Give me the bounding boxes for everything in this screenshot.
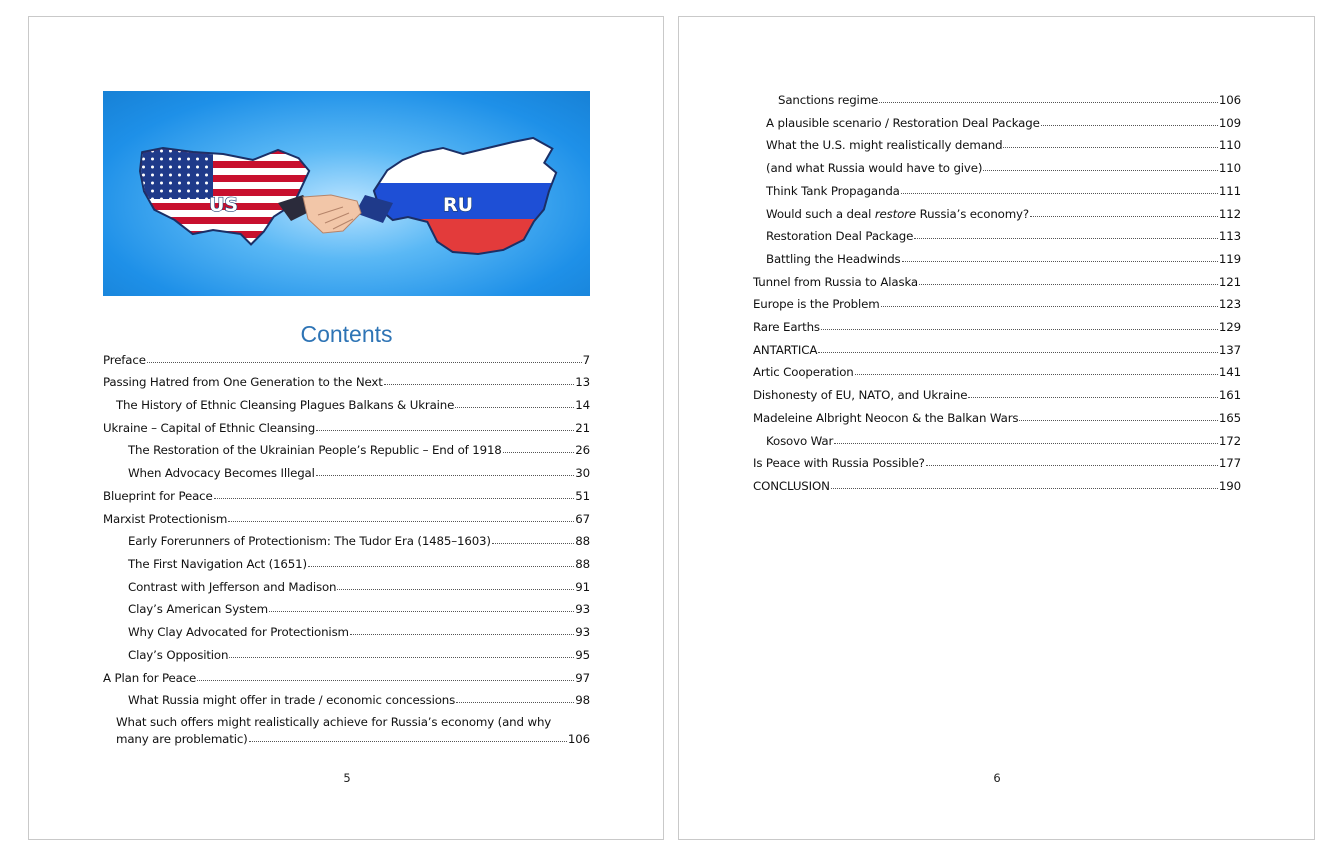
toc-page-number: 172 [1218,434,1241,448]
toc-entry-text: Restoration Deal Package [766,229,914,243]
toc-page-number: 113 [1218,229,1241,243]
banner-illustration [103,91,590,296]
leader-dots [1041,114,1218,126]
us-label: US [209,194,239,216]
toc-page-number: 97 [575,671,590,685]
toc-entry-text: Artic Cooperation [753,365,854,379]
toc-entry[interactable] [128,533,590,550]
toc-entry-text: Sanctions regime [778,93,879,107]
toc-entry[interactable] [116,397,590,414]
leader-dots [919,273,1218,285]
toc-page-number: 137 [1218,343,1241,357]
leader-dots [384,373,575,385]
toc-entry-text: Clay’s Opposition [128,648,229,662]
toc-page-number: 95 [575,648,590,662]
toc-entry-text: What such offers might realistically achieve for Russia’s economy (and why [116,715,552,729]
toc-page-number: 30 [575,466,590,480]
toc-page-number: 123 [1218,297,1241,311]
toc-entry[interactable] [766,228,1241,245]
toc-entry[interactable] [753,478,1241,495]
toc-entry-text: Battling the Headwinds [766,252,901,266]
toc-entry-text: (and what Russia would have to give) [766,161,983,175]
leader-dots [249,730,567,742]
toc-entry[interactable] [753,319,1241,336]
toc-page-number: 121 [1218,275,1241,289]
toc-page-number: 51 [575,489,590,503]
toc-entry-text: Would such a deal restore Russia’s economy? [766,207,1029,221]
toc-entry[interactable] [103,511,590,528]
toc-entry-wrapped[interactable] [116,714,590,748]
toc-entry-text: The History of Ethnic Cleansing Plagues Balkans & Ukraine [116,398,455,412]
toc-entry-text: A Plan for Peace [103,671,197,685]
toc-entry-text: The Restoration of the Ukrainian People’s Republic – End of 1918 [128,443,502,457]
toc-page-number: 119 [1218,252,1241,266]
toc-entry[interactable] [128,601,590,618]
toc-entry-text: many are problematic) [116,732,248,746]
toc-page-number: 177 [1218,456,1241,470]
toc-entry[interactable] [128,647,590,664]
toc-entry-text: Tunnel from Russia to Alaska [753,275,918,289]
toc-entry[interactable] [778,92,1241,109]
toc-page-number: 106 [567,732,590,746]
leader-dots [1019,409,1218,421]
leader-dots [492,532,574,544]
leader-dots [337,578,574,590]
toc-entry[interactable] [128,692,590,709]
toc-entry[interactable] [753,296,1241,313]
toc-entry[interactable] [103,374,590,391]
toc-entry[interactable] [753,364,1241,381]
toc-entry[interactable] [128,442,590,459]
toc-page-number: 110 [1218,161,1241,175]
leader-dots [147,351,582,363]
toc-page-number: 88 [575,557,590,571]
toc-page-number: 67 [575,512,590,526]
leader-dots [914,227,1218,239]
leader-dots [269,600,574,612]
leader-dots [983,159,1218,171]
leader-dots [902,250,1218,262]
toc-entry-text: Rare Earths [753,320,820,334]
toc-entry[interactable] [766,206,1241,223]
leader-dots [881,295,1218,307]
leader-dots [831,477,1218,489]
toc-page-number: 129 [1218,320,1241,334]
toc-entry[interactable] [766,183,1241,200]
toc-entry-text: Marxist Protectionism [103,512,228,526]
toc-entry[interactable] [753,410,1241,427]
leader-dots [214,487,575,499]
toc-entry[interactable] [766,433,1241,450]
toc-entry[interactable] [128,624,590,641]
toc-page-number: 7 [582,353,590,367]
leader-dots [308,555,574,567]
document-page-5 [28,16,664,840]
toc-entry-text: Is Peace with Russia Possible? [753,456,925,470]
toc-page-number: 141 [1218,365,1241,379]
toc-entry[interactable] [103,420,590,437]
toc-entry-text: Preface [103,353,146,367]
toc-page-number: 14 [575,398,590,412]
toc-entry[interactable] [753,455,1241,472]
toc-entry-text: Madeleine Albright Neocon & the Balkan Wars [753,411,1019,425]
toc-entry-text: Dishonesty of EU, NATO, and Ukraine [753,388,968,402]
leader-dots [1003,136,1217,148]
leader-dots [1030,205,1218,217]
toc-page-number: 13 [575,375,590,389]
toc-entry-line2 [116,731,590,748]
leader-dots [855,363,1218,375]
toc-page-number: 109 [1218,116,1241,130]
toc-entry[interactable] [753,387,1241,404]
leader-dots [197,669,574,681]
toc-entry-text: What Russia might offer in trade / economic concessions [128,693,456,707]
toc-page-number: 21 [575,421,590,435]
toc-entry-text: The First Navigation Act (1651) [128,557,307,571]
toc-entry-text: A plausible scenario / Restoration Deal Package [766,116,1040,130]
toc-page-number: 112 [1218,207,1241,221]
toc-entry[interactable] [103,488,590,505]
leader-dots [316,464,575,476]
toc-entry-text: Blueprint for Peace [103,489,213,503]
us-russia-handshake-banner [103,91,590,296]
toc-entry-text: Contrast with Jefferson and Madison [128,580,337,594]
leader-dots [818,341,1218,353]
toc-page-number: 190 [1218,479,1241,493]
leader-dots [901,182,1218,194]
toc-entry-text: Why Clay Advocated for Protectionism [128,625,349,639]
toc-page-number: 88 [575,534,590,548]
leader-dots [968,386,1218,398]
toc-entry-text: What the U.S. might realistically demand [766,138,1003,152]
toc-entry-line1 [116,714,590,731]
leader-dots [229,646,574,658]
page-number: 5 [343,771,351,785]
toc-entry-text: Clay’s American System [128,602,268,616]
toc-page-number: 93 [575,625,590,639]
toc-page-number: 111 [1218,184,1241,198]
ru-label: RU [443,194,474,216]
toc-entry-text: Kosovo War [766,434,834,448]
toc-entry[interactable] [128,556,590,573]
toc-entry[interactable] [766,251,1241,268]
toc-entry[interactable] [103,352,590,369]
toc-entry[interactable] [128,579,590,596]
leader-dots [821,318,1218,330]
leader-dots [455,396,574,408]
toc-entry-text: Think Tank Propaganda [766,184,900,198]
toc-page-number: 93 [575,602,590,616]
leader-dots [228,510,574,522]
leader-dots [456,691,574,703]
toc-entry[interactable] [128,465,590,482]
toc-page-number: 91 [575,580,590,594]
toc-entry-text: Passing Hatred from One Generation to the Next [103,375,383,389]
leader-dots [503,441,575,453]
toc-entry-text: CONCLUSION [753,479,830,493]
contents-title: Contents [300,321,393,347]
toc-entry-text: Ukraine – Capital of Ethnic Cleansing [103,421,316,435]
toc-page-number: 106 [1218,93,1241,107]
toc-entry[interactable] [753,274,1241,291]
page-number: 6 [993,771,1001,785]
toc-entry-text: ANTARTICA [753,343,818,357]
leader-dots [316,419,574,431]
toc-entry-text: Europe is the Problem [753,297,880,311]
toc-page-number: 98 [575,693,590,707]
toc-page-number: 110 [1218,138,1241,152]
leader-dots [926,454,1218,466]
leader-dots [834,432,1218,444]
toc-page-number: 26 [575,443,590,457]
toc-entry-text: When Advocacy Becomes Illegal [128,466,315,480]
handshake-icon [278,195,393,233]
toc-entry[interactable] [766,160,1241,177]
toc-page-number: 161 [1218,388,1241,402]
toc-entry-text: Early Forerunners of Protectionism: The Tudor Era (1485–1603) [128,534,491,548]
toc-entry[interactable] [103,670,590,687]
document-page-6 [678,16,1315,840]
toc-page-number: 165 [1218,411,1241,425]
leader-dots [350,623,574,635]
toc-entry[interactable] [766,137,1241,154]
toc-entry[interactable] [766,115,1241,132]
leader-dots [879,91,1218,103]
toc-entry[interactable] [753,342,1241,359]
